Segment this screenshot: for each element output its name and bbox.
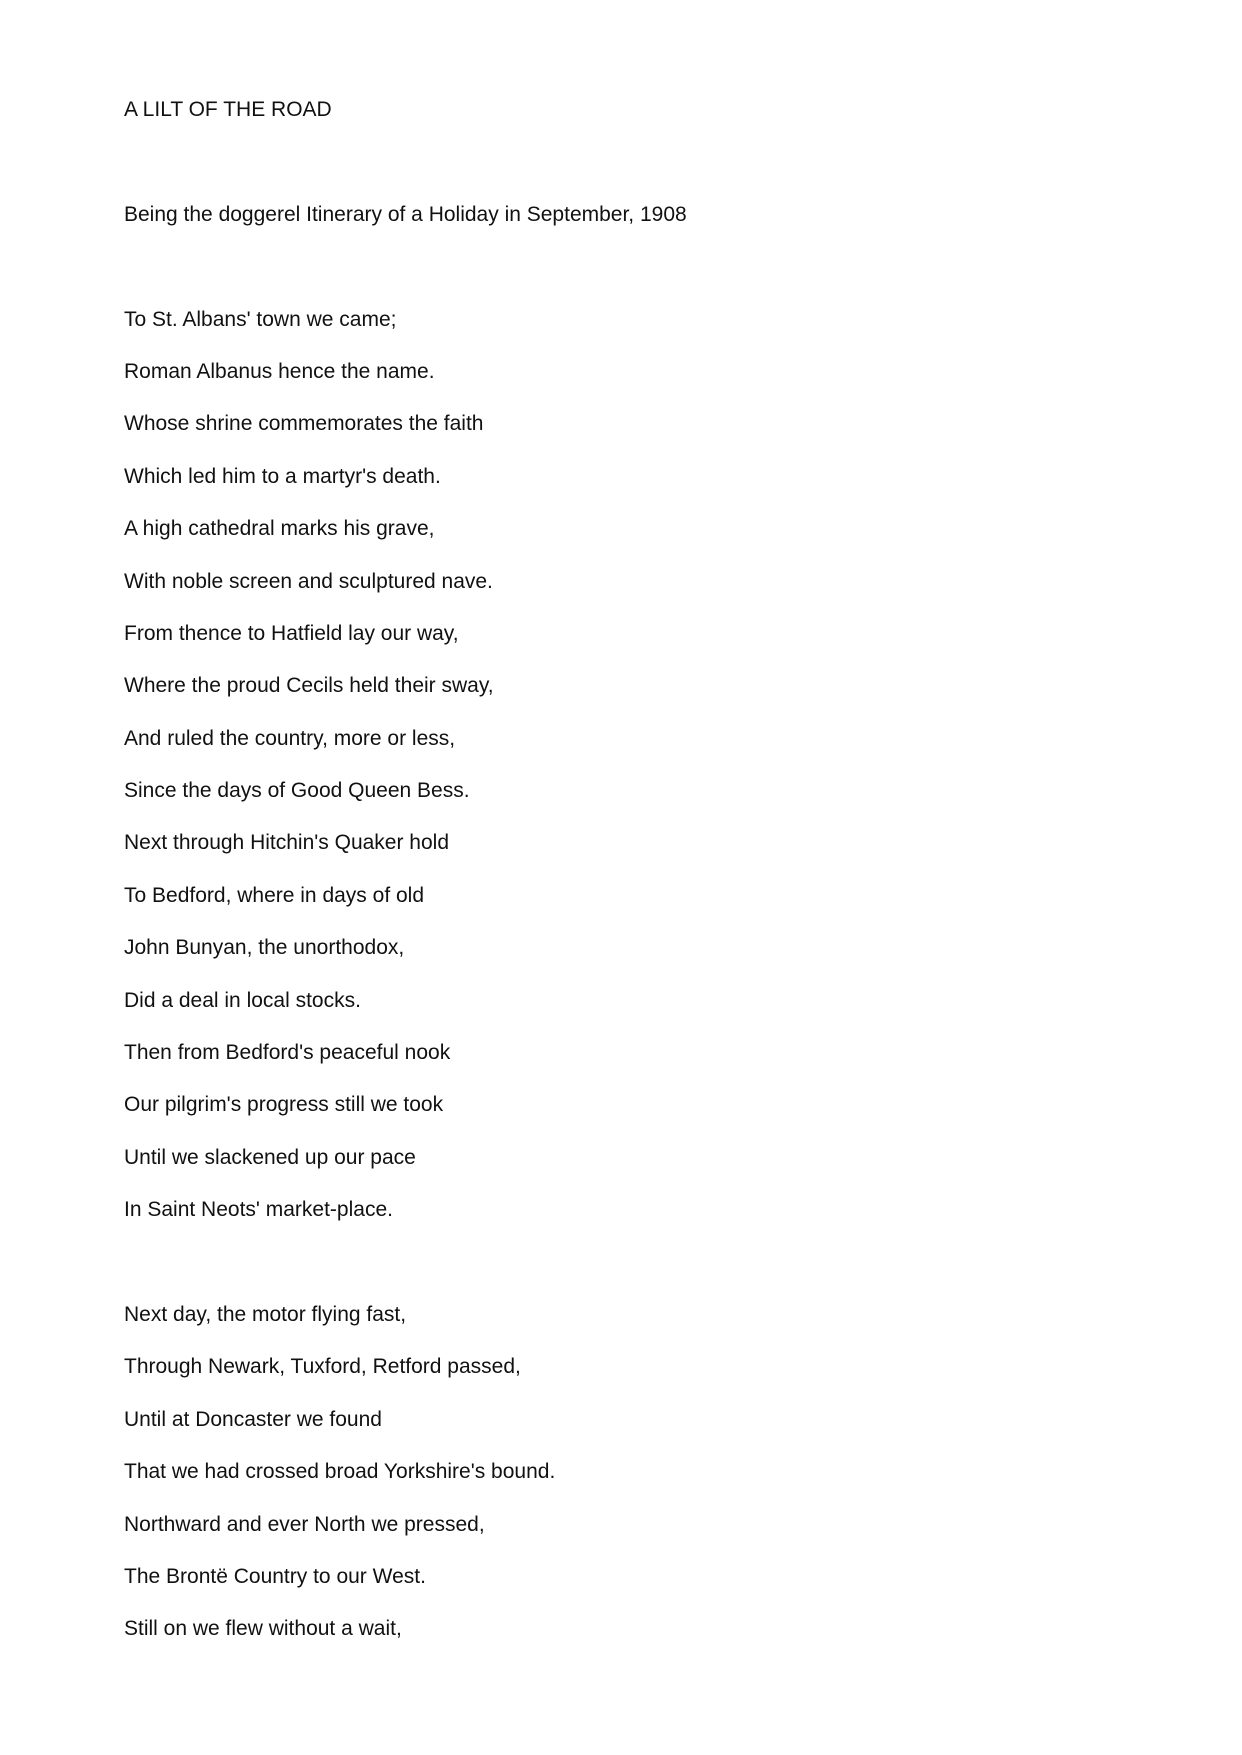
poem-line: With noble screen and sculptured nave.: [124, 569, 493, 593]
poem-line: Still on we flew without a wait,: [124, 1617, 402, 1641]
poem-line: Next day, the motor flying fast,: [124, 1302, 407, 1326]
poem-line: Until at Doncaster we found: [124, 1407, 382, 1431]
poem-line: Roman Albanus hence the name.: [124, 359, 435, 383]
poem-line: Which led him to a martyr's death.: [124, 464, 441, 488]
document-subtitle: Being the doggerel Itinerary of a Holiday in September, 1908: [124, 202, 687, 226]
poem-line: In Saint Neots' market-place.: [124, 1198, 393, 1222]
stanza-1: [124, 294, 1124, 1237]
poem-line: Then from Bedford's peaceful nook: [124, 1041, 451, 1065]
poem-line: Whose shrine commemorates the faith: [124, 412, 484, 436]
poem-text-block: [124, 84, 1124, 1656]
poem-line: The Brontë Country to our West.: [124, 1564, 426, 1588]
poem-line: That we had crossed broad Yorkshire's bound.: [124, 1460, 556, 1484]
poem-line: Where the proud Cecils held their sway,: [124, 674, 494, 698]
poem-line: To St. Albans' town we came;: [124, 307, 397, 331]
poem-line: From thence to Hatfield lay our way,: [124, 621, 459, 645]
poem-line: Through Newark, Tuxford, Retford passed,: [124, 1355, 521, 1379]
poem-line: And ruled the country, more or less,: [124, 726, 456, 750]
poem-line: Since the days of Good Queen Bess.: [124, 779, 470, 803]
poem-line: Until we slackened up our pace: [124, 1145, 416, 1169]
spacer: [124, 136, 1124, 188]
stanza-2: [124, 1289, 1124, 1656]
poem-line: Did a deal in local stocks.: [124, 988, 361, 1012]
spacer: [124, 1237, 1124, 1289]
spacer: [124, 241, 1124, 293]
poem-line: A high cathedral marks his grave,: [124, 517, 435, 541]
document-title: A LILT OF THE ROAD: [124, 98, 332, 121]
poem-line: Northward and ever North we pressed,: [124, 1512, 485, 1536]
poem-line: Next through Hitchin's Quaker hold: [124, 831, 450, 855]
poem-line: Our pilgrim's progress still we took: [124, 1093, 444, 1117]
poem-line: John Bunyan, the unorthodox,: [124, 936, 405, 960]
poem-line: To Bedford, where in days of old: [124, 883, 425, 907]
